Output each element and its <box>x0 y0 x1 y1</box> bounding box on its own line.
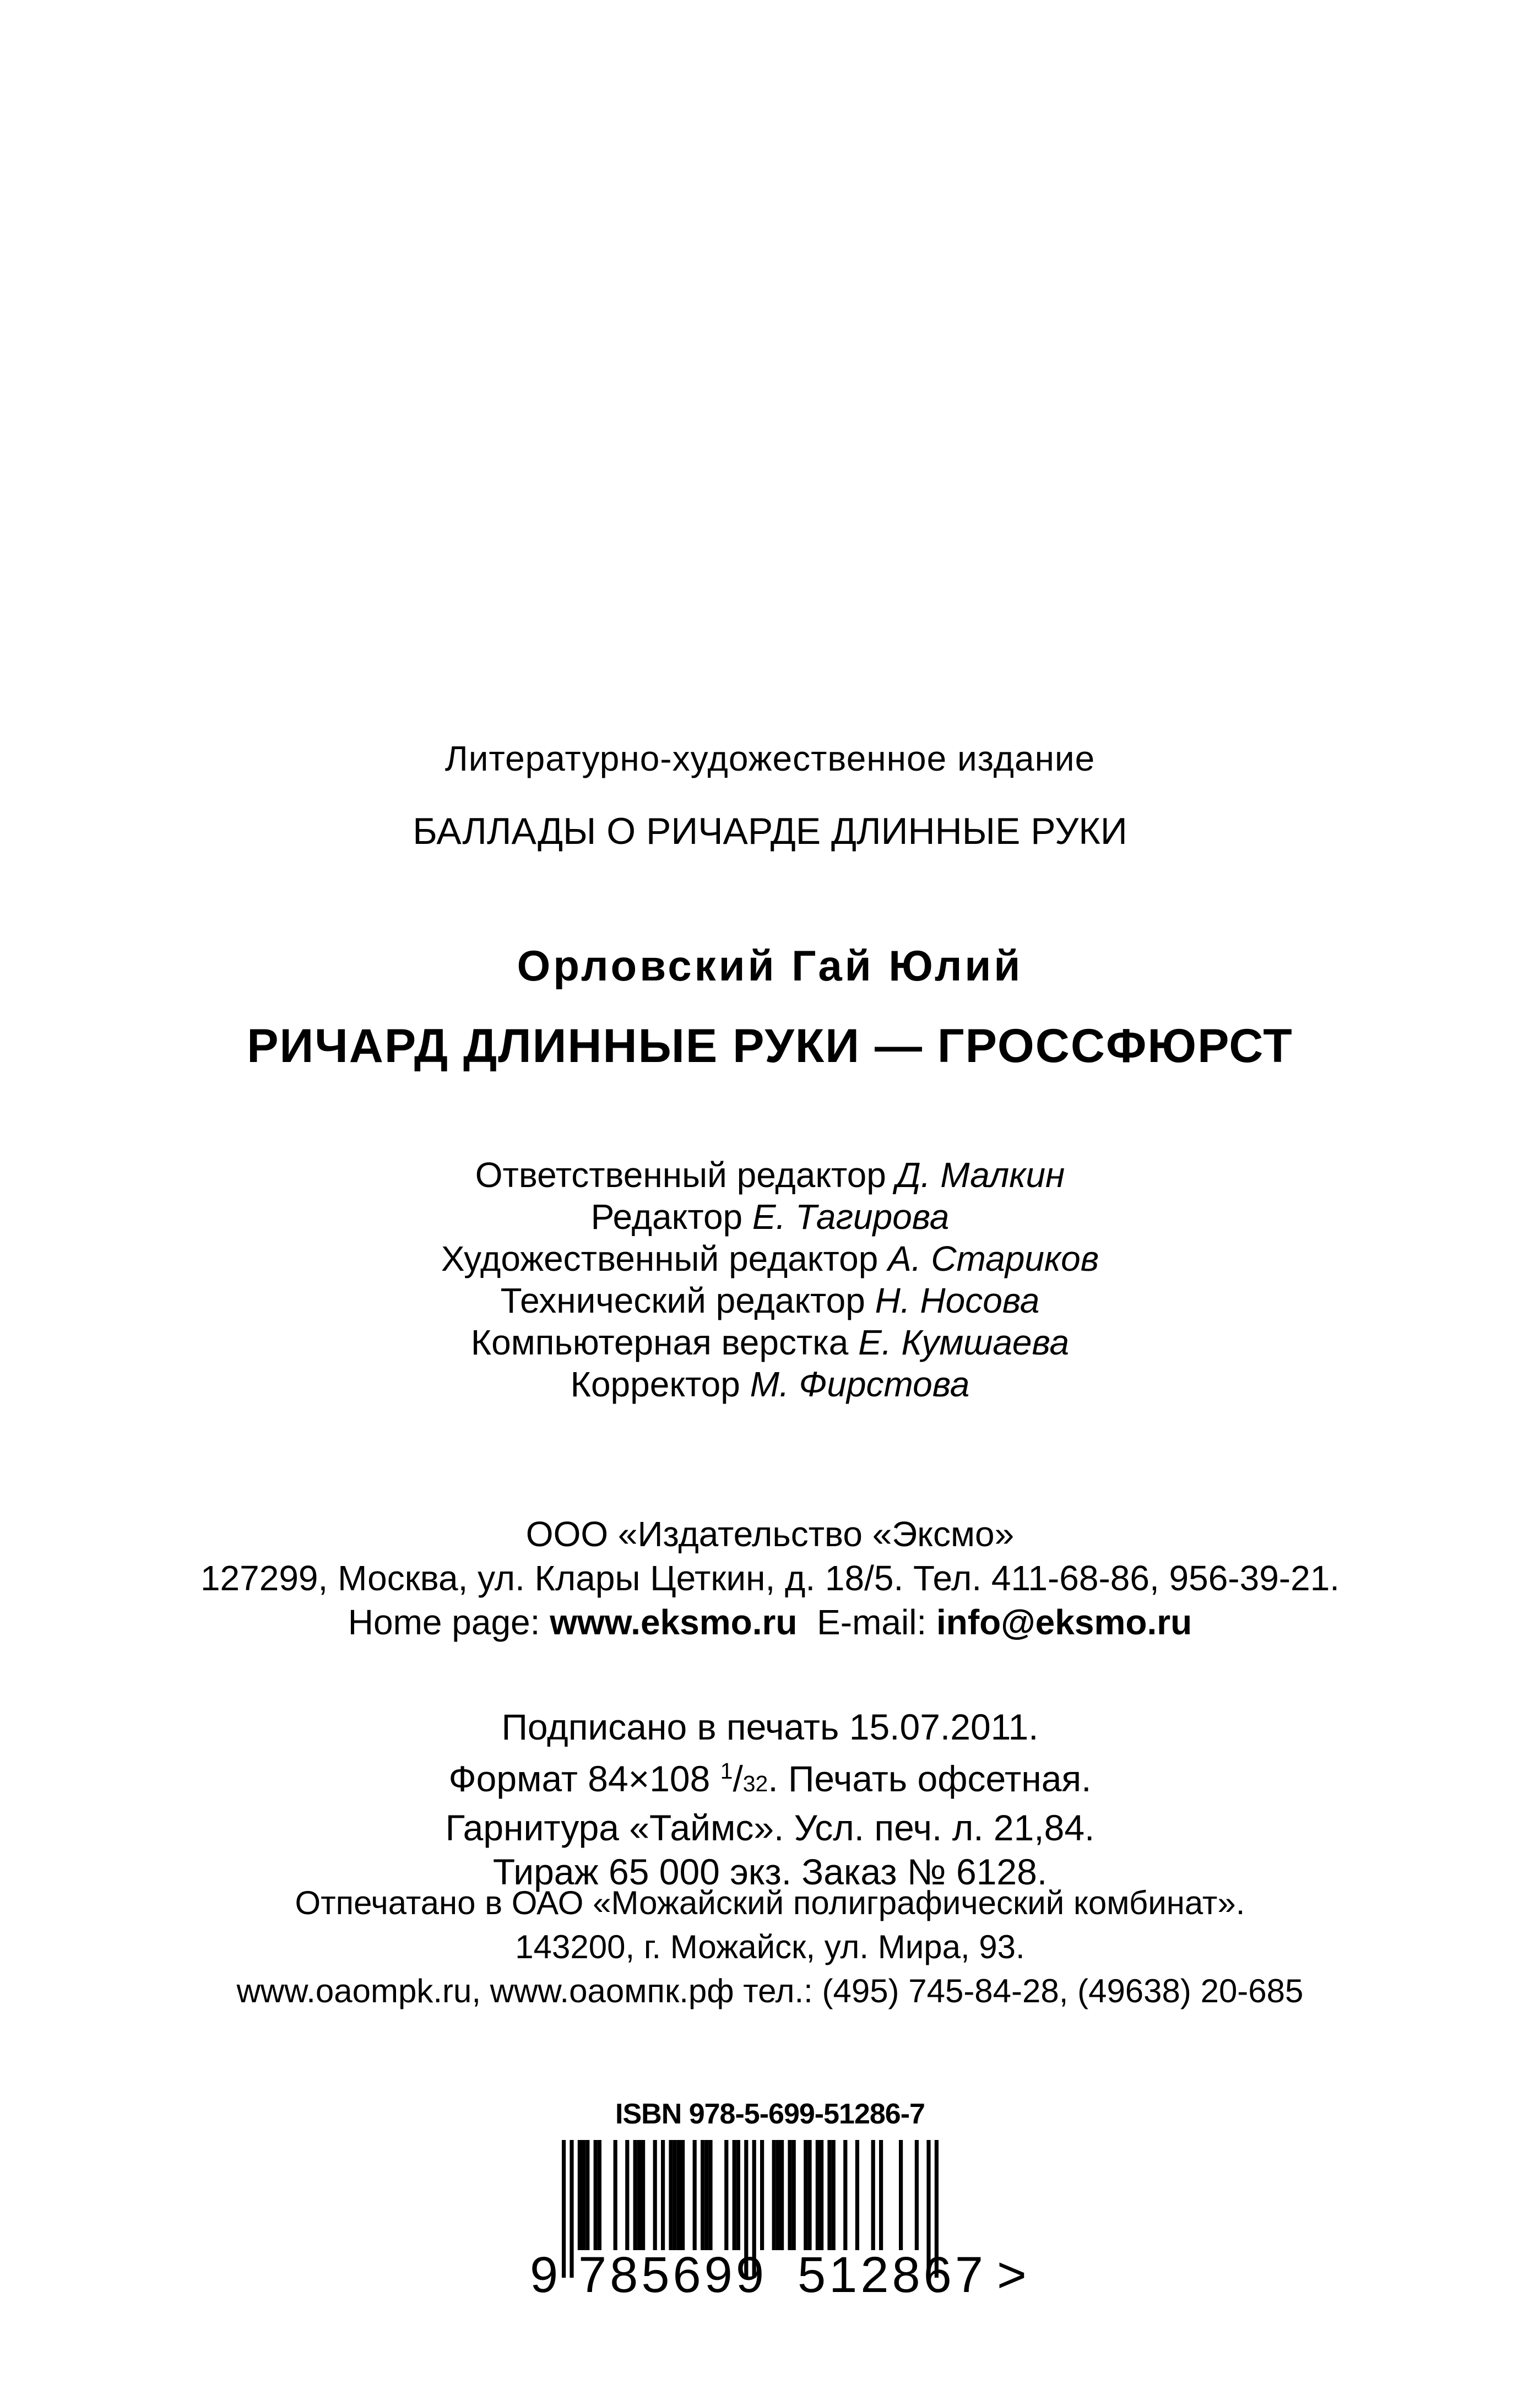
signed-date: Подписано в печать 15.07.2011. <box>501 1706 1039 1747</box>
email-label: E-mail: <box>817 1602 927 1642</box>
barcode-bar <box>594 2140 598 2250</box>
barcode-first-digit: 9 <box>530 2247 558 2300</box>
credit-role: Ответственный редактор <box>475 1155 886 1195</box>
author-name <box>0 941 1540 991</box>
credit-role: Компьютерная верстка <box>470 1323 849 1362</box>
barcode-bar <box>673 2140 677 2250</box>
barcode-bar <box>570 2140 573 2278</box>
printer-address: 143200, г. Можайск, ул. Мира, 93. <box>515 1928 1025 1965</box>
barcode-bar <box>843 2140 847 2250</box>
barcode-bar <box>661 2140 665 2250</box>
email-link: info@eksmo.ru <box>936 1602 1192 1642</box>
credit-role: Технический редактор <box>500 1281 865 1320</box>
barcode-bar <box>855 2140 859 2250</box>
homepage-label: Home page: <box>348 1602 540 1642</box>
barcode-bar <box>871 2140 875 2250</box>
barcode-bar <box>832 2140 836 2250</box>
publisher-web <box>0 1600 1540 1644</box>
printer-contacts: www.oaompk.ru, www.оаомпк.рф тел.: (495) 745-84-28, (49638) 20-685 <box>236 1973 1304 2009</box>
author-name-text: Орловский Гай Юлий <box>517 941 1023 990</box>
barcode-bar <box>816 2140 820 2250</box>
barcode-bar <box>677 2140 681 2250</box>
print-info <box>0 1705 1540 1894</box>
book-title <box>0 1019 1540 1074</box>
barcode-bar <box>827 2140 831 2250</box>
book-title-text: РИЧАРД ДЛИННЫЕ РУКИ — ГРОССФЮРСТ <box>247 1020 1293 1072</box>
barcode-bar <box>776 2140 780 2250</box>
credit-name: Е. Кумшаева <box>858 1323 1070 1362</box>
barcode-bar <box>625 2140 629 2250</box>
format-prefix: Формат 84×108 <box>448 1758 711 1799</box>
format-denominator: 32 <box>742 1771 768 1796</box>
barcode-quiet-mark: > <box>997 2247 1024 2300</box>
barcode-bar <box>807 2140 811 2250</box>
format-line: Формат 84×108 $^1$/32. Печать офсетная. <box>448 1758 1092 1799</box>
circulation-line: Тираж 65 000 экз. Заказ № 6128. <box>492 1851 1048 1892</box>
barcode-bar <box>578 2140 582 2250</box>
credit-role: Художественный редактор <box>441 1239 879 1278</box>
barcode-bar <box>760 2140 764 2250</box>
credit-name: Д. Малкин <box>896 1155 1065 1195</box>
edition-type <box>0 738 1540 779</box>
barcode-bar <box>733 2140 736 2250</box>
credits-list <box>0 1154 1540 1405</box>
barcode-bar <box>562 2140 566 2278</box>
credit-line <box>0 1363 1540 1405</box>
barcode-bar <box>701 2140 704 2250</box>
barcode-bar <box>653 2140 657 2250</box>
printer-info <box>0 1881 1540 2013</box>
barcode-bar <box>788 2140 791 2250</box>
barcode-bar <box>792 2140 796 2250</box>
edition-type-text: Литературно-художественное издание <box>444 739 1096 778</box>
format-numerator: 1 <box>720 1758 733 1784</box>
credit-line <box>0 1196 1540 1238</box>
barcode-bar <box>804 2140 807 2250</box>
barcode-bar <box>585 2140 589 2250</box>
isbn-label <box>0 2098 1540 2131</box>
barcode-bar <box>693 2140 697 2250</box>
barcode-bar <box>614 2140 617 2250</box>
barcode-bar <box>598 2140 601 2250</box>
barcode-bar <box>736 2140 740 2250</box>
series-title-text: БАЛЛАДЫ О РИЧАРДЕ ДЛИННЫЕ РУКИ <box>413 810 1127 852</box>
series-title <box>0 810 1540 853</box>
printer-name: Отпечатано в ОАО «Можайский полиграфический комбинат». <box>295 1884 1245 1921</box>
barcode-bar <box>915 2140 919 2250</box>
barcode-bar <box>637 2140 641 2250</box>
barcode-group-2: 512867 <box>798 2247 986 2300</box>
credit-line <box>0 1238 1540 1280</box>
barcode <box>529 2140 1024 2300</box>
barcode-bar <box>879 2140 883 2250</box>
barcode-bar <box>669 2140 673 2250</box>
credit-line <box>0 1280 1540 1321</box>
typeface-line: Гарнитура «Таймс». Усл. печ. л. 21,84. <box>445 1807 1095 1848</box>
barcode-bar <box>641 2140 645 2250</box>
credit-name: А. Стариков <box>888 1239 1099 1278</box>
homepage-link: www.eksmo.ru <box>550 1602 798 1642</box>
barcode-graphic <box>529 2140 1024 2300</box>
isbn-text: ISBN 978-5-699-51286-7 <box>615 2098 925 2130</box>
credit-line <box>0 1154 1540 1196</box>
barcode-bar <box>704 2140 708 2250</box>
barcode-group-1: 785699 <box>578 2247 767 2300</box>
format-suffix: . Печать офсетная. <box>768 1758 1092 1799</box>
credit-role: Корректор <box>570 1364 740 1404</box>
barcode-bar <box>899 2140 903 2250</box>
credit-name: Е. Тагирова <box>752 1197 950 1237</box>
barcode-bar <box>582 2140 585 2250</box>
barcode-bar <box>724 2140 728 2250</box>
publisher-info <box>0 1512 1540 1644</box>
barcode-bar <box>633 2140 637 2250</box>
barcode-bar <box>780 2140 784 2250</box>
publisher-address: 127299, Москва, ул. Клары Цеткин, д. 18/5. Тел. 411-68-86, 956-39-21. <box>200 1558 1340 1598</box>
barcode-bar <box>708 2140 712 2250</box>
credit-name: М. Фирстова <box>750 1364 970 1404</box>
credit-role: Редактор <box>590 1197 743 1237</box>
publisher-name: ООО «Издательство «Эксмо» <box>525 1514 1015 1554</box>
credit-line <box>0 1321 1540 1363</box>
barcode-bar <box>681 2140 685 2250</box>
barcode-bar <box>820 2140 823 2250</box>
credit-name: Н. Носова <box>875 1281 1040 1320</box>
barcode-bar <box>772 2140 776 2250</box>
